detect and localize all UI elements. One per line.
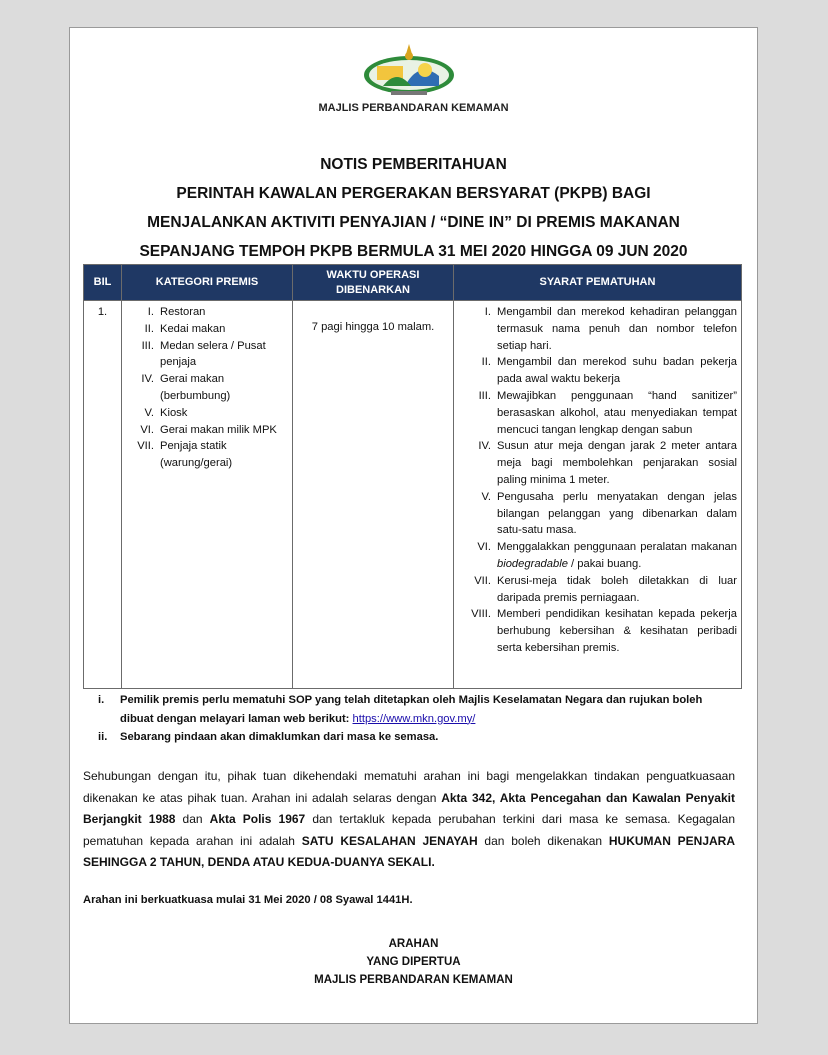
kategori-number: III. [141,339,154,352]
kategori-item [126,338,288,372]
kategori-item [126,304,288,321]
table-row [84,301,742,689]
kategori-text: Kiosk [160,406,188,419]
syarat-text: Pengusaha perlu menyatakan dengan jelas bilangan pelanggan yang dibenarkan dalam satu-satu masa. [497,490,737,537]
kategori-text: Medan selera / Pusat penjaja [160,339,266,369]
notes-section [98,691,728,747]
paragraph-bold: HUKUMAN PENJARA SEHINGGA 2 TAHUN, DENDA ATAU KEDUA-DUANYA SEKALI. [83,833,736,870]
header-kategori: KATEGORI PREMIS [122,265,293,301]
syarat-number: VII. [474,574,491,587]
kategori-item [126,321,288,338]
cell-syarat [454,301,742,689]
paragraph-text: dan [175,812,210,827]
kategori-number: VI. [140,423,154,436]
note-body: Sebarang pindaan akan dimaklumkan dari masa ke semasa. [120,731,439,743]
syarat-text: Mengambil dan merekod kehadiran pelanggan termasuk nama penuh dan nombor telefon setiap hari. [497,306,737,352]
paragraph-bold: Akta Polis 1967 [209,812,306,827]
paragraph-text: Sehubungan dengan itu, pihak tuan dikehendaki mematuhi arahan ini bagi mengelakkan tindakan penguatkuasaan dikenakan ke atas pihak tuan. Arahan ini adalah selaras dengan [83,769,735,805]
title-line-3: MENJALANKAN AKTIVITI PENYAJIAN / “DINE IN” DI PREMIS MAKANAN [147,214,680,231]
paragraph-text: dan boleh dikenakan [477,833,609,848]
header-waktu: WAKTU OPERASI DIBENARKAN [293,265,454,301]
signature-line: YANG DIPERTUA [366,956,461,968]
syarat-number: VI. [477,541,491,554]
cell-waktu: 7 pagi hingga 10 malam. [293,301,454,689]
syarat-text: Susun atur meja dengan jarak 2 meter antara meja bagi membolehkan penjarakan sosial paling minima 1 meter. [497,440,737,486]
kategori-number: I. [147,306,154,318]
syarat-item [458,606,737,656]
kategori-item [126,422,288,439]
signature-line: ARAHAN [388,938,439,950]
kategori-item [126,405,288,422]
rules-table [83,264,742,689]
kategori-number: V. [144,406,154,419]
effective-date-text: Arahan ini berkuatkuasa mulai 31 Mei 2020 / 08 Syawal 1441H. [83,894,413,906]
note-item [98,691,728,728]
cell-kategori [122,301,293,689]
header-syarat: SYARAT PEMATUHAN [454,265,742,301]
syarat-text: Kerusi-meja tidak boleh diletakkan di luar daripada premis perniagaan. [497,574,737,604]
notice-title [70,150,757,266]
syarat-number: III. [478,389,491,402]
table-header-row [84,265,742,301]
syarat-number: IV. [478,440,491,453]
kategori-number: VII. [137,440,154,453]
paragraph-bold: SATU KESALAHAN JENAYAH [301,833,478,848]
syarat-text: Mengambil dan merekod suhu badan pekerja pada awal waktu bekerja [497,356,737,386]
syarat-item [458,438,737,488]
title-line-1: NOTIS PEMBERITAHUAN [320,156,507,173]
kategori-number: II. [144,322,154,335]
paragraph-bold: Akta 342, Akta Pencegahan dan Kawalan Penyakit Berjangkit 1988 [83,790,735,827]
syarat-item [458,354,737,388]
kategori-list [126,304,288,472]
kategori-text: Kedai makan [160,322,226,335]
syarat-item [458,539,737,573]
syarat-item [458,573,737,607]
cell-bil: 1. [84,301,122,689]
syarat-item [458,388,737,438]
header-bil: BIL [84,265,122,301]
organization-name: MAJLIS PERBANDARAN KEMAMAN [318,102,509,114]
kategori-text: Gerai makan (berbumbung) [160,373,231,402]
mkn-website-link[interactable]: https://www.mkn.gov.my/ [352,712,476,725]
note-number: ii. [98,731,108,743]
syarat-text: Menggalakkan penggunaan peralatan makanan biodegradable / pakai buang. [497,541,737,570]
kategori-item [126,438,288,472]
main-paragraph [83,766,735,874]
syarat-number: V. [481,490,491,503]
signature-line: MAJLIS PERBANDARAN KEMAMAN [314,974,513,986]
kategori-text: Gerai makan milik MPK [160,423,277,436]
syarat-text: Mewajibkan penggunaan “hand sanitizer” berasaskan alkohol, atau menyediakan tempat mencuci tangan lengkap dengan sabun [497,389,737,436]
note-text [120,691,728,728]
mpk-emblem-logo [361,42,457,98]
kategori-text: Restoran [160,306,206,318]
title-line-4: SEPANJANG TEMPOH PKPB BERMULA 31 MEI 2020 HINGGA 09 JUN 2020 [139,243,688,260]
kategori-number: IV. [141,373,154,386]
title-line-2: PERINTAH KAWALAN PERGERAKAN BERSYARAT (PKPB) BAGI [176,185,651,202]
syarat-list [458,304,737,657]
note-item [98,728,728,747]
syarat-number: I. [484,306,491,318]
signature-block [70,935,757,989]
syarat-item [458,489,737,539]
note-number: i. [98,694,105,706]
paragraph-text: dan tertakluk kepada perubahan terkini dari masa ke semasa. Kegagalan pematuhan kepada arahan ini adalah [83,812,735,848]
note-body: Pemilik premis perlu mematuhi SOP yang telah ditetapkan oleh Majlis Keselamatan Negara dan rujukan boleh dibuat dengan melayari laman web berikut: [120,694,703,725]
notice-page [69,27,758,1024]
kategori-item [126,371,288,405]
syarat-item [458,304,737,354]
syarat-number: II. [481,356,491,369]
kategori-text: Penjaja statik (warung/gerai) [160,440,233,470]
syarat-number: VIII. [471,608,491,621]
syarat-text: Memberi pendidikan kesihatan kepada pekerja berhubung kebersihan & kesihatan peribadi serta kebersihan premis. [497,608,737,654]
